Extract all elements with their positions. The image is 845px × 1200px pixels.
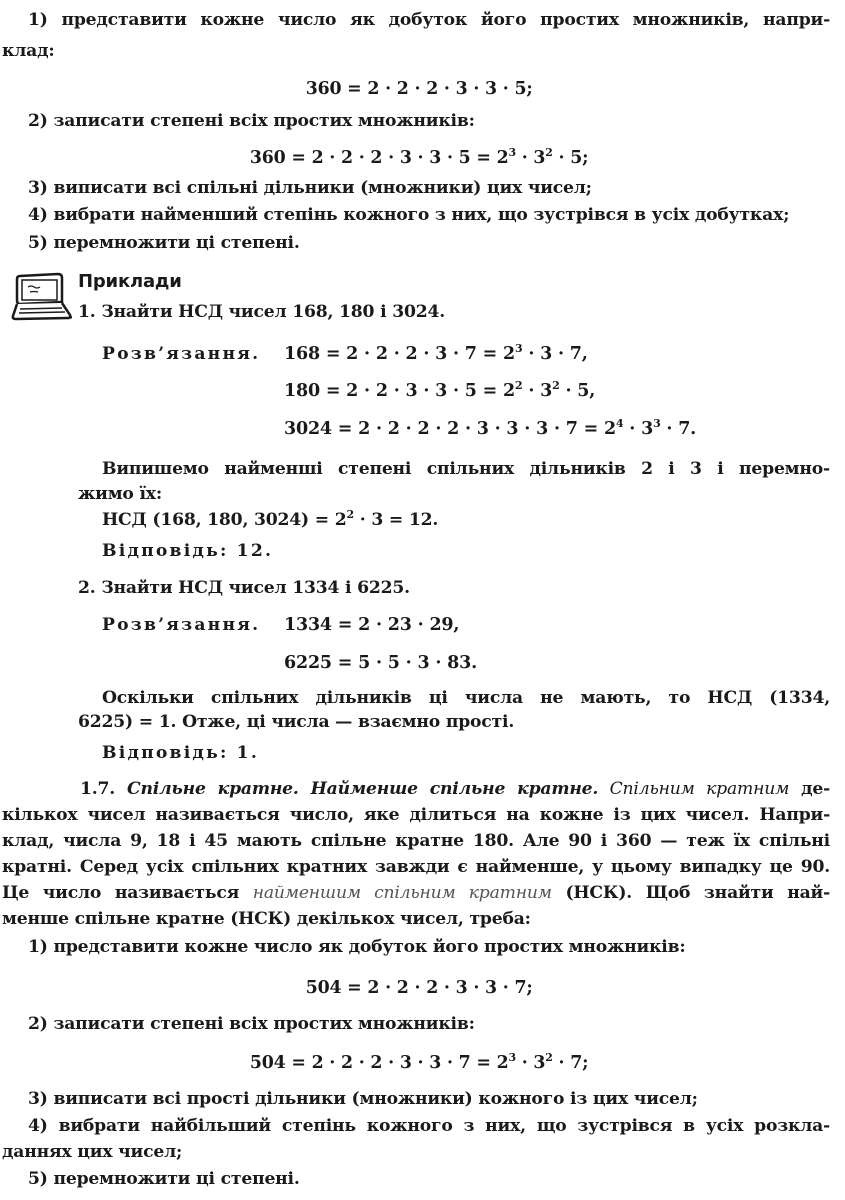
lcm-formula-2 [0, 1051, 838, 1075]
exponent: 4 [615, 417, 624, 430]
example-2-equation-6225: 6225 = 5 · 5 · 3 · 83. [284, 653, 477, 673]
formula-text: · 3 [623, 419, 654, 439]
example-2-answer: Відповідь: 1. [102, 743, 260, 763]
example-1-gcd-result [102, 508, 438, 532]
lcm-step-3: 3) виписати всі прості дільники (множники) кожного із цих чисел; [28, 1089, 698, 1109]
lcm-step-5: 5) перемножити ці степені. [28, 1169, 300, 1189]
exponent: 3 [508, 1051, 516, 1064]
lcm-paragraph-line-5 [2, 881, 830, 905]
lcm-step-4-line-1: 4) вибрати найбільший степінь кожного з них, що зустрівся в усіх розкла- [28, 1116, 830, 1136]
defined-term: Спільним кратним [598, 779, 790, 799]
task-number: 1. [78, 302, 96, 322]
lcm-step-2: 2) записати степені всіх простих множників: [28, 1014, 475, 1034]
exponent: 3 [515, 342, 523, 355]
formula-text: 3024 = 2 · 2 · 2 · 2 · 3 · 3 · 3 · 7 = 2 [284, 419, 616, 439]
formula-text: · 7. [660, 419, 697, 439]
exponent: 2 [515, 379, 523, 392]
example-2-task [78, 576, 410, 600]
text: Це число називається [2, 883, 253, 903]
lcm-paragraph-line-6: менше спільне кратне (НСК) декількох чисел, треба: [2, 909, 531, 929]
lcm-step-4-line-2: даннях цих чисел; [2, 1142, 183, 1162]
example-1-task [78, 300, 445, 324]
example-2-solution-label: Розв’язання. [102, 615, 261, 635]
example-2-text-line-1: Оскільки спільних дільників ці числа не мають, то НСД (1334, [102, 688, 830, 708]
formula-text: 504 = 2 · 2 · 2 · 3 · 3 · 7 = 2 [249, 1053, 509, 1073]
exponent: 3 [653, 417, 661, 430]
example-1-text-line-2: жимо їх: [78, 484, 163, 504]
lcm-paragraph-line-3: клад, числа 9, 18 і 45 мають спільне кратне 180. Але 90 і 360 — теж їх спільні [2, 831, 830, 851]
example-1-equation-180 [284, 379, 595, 403]
example-1-equation-168 [284, 342, 588, 366]
lcm-formula-1: 504 = 2 · 2 · 2 · 3 · 3 · 7; [305, 978, 533, 998]
exponent: 2 [545, 1051, 553, 1064]
laptop-icon [10, 272, 72, 324]
section-title: Спільне кратне. Найменше спільне кратне. [115, 779, 599, 799]
task-number: 2. [78, 578, 96, 598]
task-text: Знайти НСД чисел 1334 і 6225. [95, 578, 410, 598]
lcm-paragraph-line-1 [80, 777, 830, 801]
lcm-paragraph-line-2: кількох чисел називається число, яке ділиться на кожне із цих чисел. Напри- [2, 805, 830, 825]
gcd-formula-2 [0, 146, 838, 170]
text: де- [789, 779, 830, 799]
example-1-text-line-1: Випишемо найменші степені спільних дільників 2 і 3 і перемно- [102, 459, 830, 479]
formula-text: · 5, [559, 381, 596, 401]
formula-text: · 3 [522, 381, 553, 401]
exponent: 3 [508, 146, 516, 159]
formula-text: · 3 · 7, [522, 344, 588, 364]
gcd-step-1-line-2: клад: [2, 41, 55, 61]
formula-text: · 3 [515, 1053, 546, 1073]
task-text: Знайти НСД чисел 168, 180 і 3024. [95, 302, 446, 322]
formula-text: 360 = 2 · 2 · 2 · 3 · 3 · 5 = 2 [249, 148, 509, 168]
gcd-step-5: 5) перемножити ці степені. [28, 233, 300, 253]
formula-text: · 7; [552, 1053, 589, 1073]
exponent: 2 [346, 508, 354, 521]
gcd-step-2: 2) записати степені всіх простих множників: [28, 111, 475, 131]
formula-text: · 3 = 12. [353, 510, 439, 530]
example-2-text-line-2: 6225) = 1. Отже, ці числа — взаємно прості. [78, 712, 515, 732]
gcd-step-4: 4) вибрати найменший степінь кожного з них, що зустрівся в усіх добутках; [28, 205, 790, 225]
gcd-formula-1: 360 = 2 · 2 · 2 · 3 · 3 · 5; [305, 79, 533, 99]
example-1-answer: Відповідь: 12. [102, 541, 274, 561]
formula-text: · 3 [515, 148, 546, 168]
example-1-solution-label: Розв’язання. [102, 344, 261, 364]
exponent: 2 [552, 379, 560, 392]
section-number: 1.7. [80, 779, 116, 799]
defined-term: найменшим спільним кратним [252, 883, 552, 903]
example-1-equation-3024 [284, 417, 696, 441]
formula-text: 180 = 2 · 2 · 3 · 3 · 5 = 2 [284, 381, 515, 401]
gcd-step-3: 3) виписати всі спільні дільники (множники) цих чисел; [28, 178, 592, 198]
lcm-paragraph-line-4: кратні. Серед усіх спільних кратних завжди є найменше, у цьому випадку це 90. [2, 857, 830, 877]
lcm-step-1: 1) представити кожне число як добуток його простих множників: [28, 937, 686, 957]
formula-text: 168 = 2 · 2 · 2 · 3 · 7 = 2 [284, 344, 515, 364]
example-2-equation-1334: 1334 = 2 · 23 · 29, [284, 615, 460, 635]
gcd-step-1-line-1: 1) представити кожне число як добуток його простих множників, напри- [28, 10, 830, 30]
formula-text: · 5; [552, 148, 589, 168]
formula-text: НСД (168, 180, 3024) = 2 [102, 510, 347, 530]
exponent: 2 [545, 146, 553, 159]
examples-heading: Приклади [78, 271, 182, 292]
text: (НСК). Щоб знайти най- [551, 883, 830, 903]
